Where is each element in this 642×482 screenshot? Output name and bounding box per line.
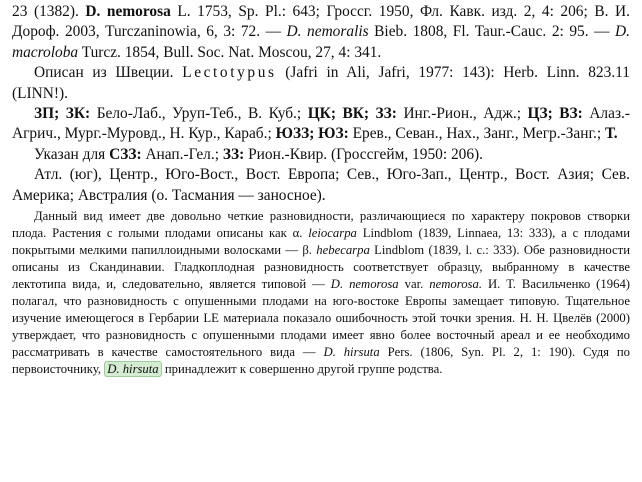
general-distribution-text: Атл. (юг), Центр., Юго-Вост., Вост. Европа; Сев., Юго-Зап., Центр., Вост. Азия; Сев. Америка; Австралия (о. Тасмания — заносное). [12, 166, 630, 204]
notes-var: var. [404, 277, 424, 292]
species-name: D. nemorosa [85, 3, 171, 20]
notes-text-2: Lindblom (1839, Linnaea, 13: 333), а с плодами покрытыми мелкими папиллоидными волосками — β. [12, 226, 630, 258]
cited-code-1: СЗЗ: [109, 145, 142, 163]
cited-list-2: Рион.-Квир. (Гроссгейм, 1950: 206). [248, 145, 484, 163]
type-paragraph [12, 63, 630, 104]
notes-text-5: Pers. (1806, Syn. Pl. 2, 1: 190). Судя по первоисточнику, [12, 345, 631, 377]
synonymy-paragraph [12, 2, 630, 63]
notes-paragraph [12, 208, 630, 378]
lectotypus-label: Lectotypus [182, 64, 277, 82]
taxon-hebecarpa: hebecarpa [316, 243, 370, 258]
notes-text-4: И. Т. Васильченко (1964) полагал, что разновидность с опушенными плодами на юго-востоке Европы замещает типовую. Тщательное изучение имеющегося в Гербарии LE материала показало ошибочность этой точки зрения. Н. Н. Цвелёв (2000) утверждает, что разновидность с опушенными плодами имеет явно более восточный ареал и ее необходимо рассматривать в качестве самостоятельного вида — [12, 277, 631, 360]
type-citation: (Jafri in Ali, Jafri, 1977: 143): Herb. Linn. 823.11 (LINN!). [12, 64, 630, 102]
taxon-var-nemorosa: nemorosa. [429, 277, 483, 292]
taxon-leiocarpa: leiocarpa [308, 226, 357, 241]
cited-intro: Указан для [34, 145, 106, 163]
type-locality: Описан из Швеции. [34, 64, 174, 82]
synonym-macroloba: D. macroloba [12, 23, 630, 61]
cited-paragraph [12, 145, 630, 165]
synonymy-text-1: L. 1753, Sp. Pl.: 643; Гроссг. 1950, Фл. Кавк. изд. 2, 4: 206; В. И. Дороф. 2003, Turczaninowia, 6, 3: 72. — [12, 3, 630, 41]
synonymy-text-2: Bieb. 1808, Fl. Taur.-Cauc. 2: 95. — [374, 23, 610, 41]
taxon-hirsuta-1: D. hirsuta [323, 345, 380, 360]
region-list-2: Инг.-Рион., Адж.; [403, 105, 521, 123]
general-distribution-paragraph [12, 165, 630, 206]
region-code-2: ЦК; ВК; ЗЗ: [307, 105, 397, 123]
taxon-hirsuta-highlighted[interactable]: D. hirsuta [104, 361, 161, 377]
document-page [12, 2, 630, 378]
region-code-1: ЗП; ЗК: [34, 105, 91, 123]
notes-text-6: принадлежит к совершенно другой группе родства. [164, 362, 443, 377]
region-list-4: Ерев., Севан., Нах., Занг., Мегр.-Занг.; [352, 125, 602, 143]
region-code-5: Т. [605, 125, 618, 143]
notes-text-1: Данный вид имеет две довольно четкие разновидности, различающиеся по характеру покровов створки плода. Растения с голыми плодами описаны как α. [12, 209, 630, 241]
notes-text-3: Lindblom (1839, l. c.: 333). Обе разновидности описаны из Скандинавии. Гладкоплодная разновидность соответствует образцу, выбранному в качестве лектотипа вида, и, следовательно, является типовой — [12, 243, 630, 292]
distribution-paragraph [12, 104, 630, 145]
region-list-3: Алаз.-Агрич., Мург.-Муровд., Н. Кур., Караб.; [12, 105, 630, 143]
taxon-nemorosa: D. nemorosa [330, 277, 399, 292]
region-list-1: Бело-Лаб., Уруп-Теб., В. Куб.; [96, 105, 302, 123]
region-code-3: ЦЗ; ВЗ: [527, 105, 583, 123]
cited-list-1: Анап.-Гел.; [145, 145, 219, 163]
species-number: 23 (1382). [12, 3, 79, 20]
cited-code-2: ЗЗ: [222, 145, 245, 163]
synonym-nemoralis: D. nemoralis [286, 23, 369, 41]
synonymy-text-3: Turcz. 1854, Bull. Soc. Nat. Moscou, 27, 4: 341. [81, 43, 382, 61]
region-code-4: ЮЗЗ; ЮЗ: [275, 125, 349, 143]
